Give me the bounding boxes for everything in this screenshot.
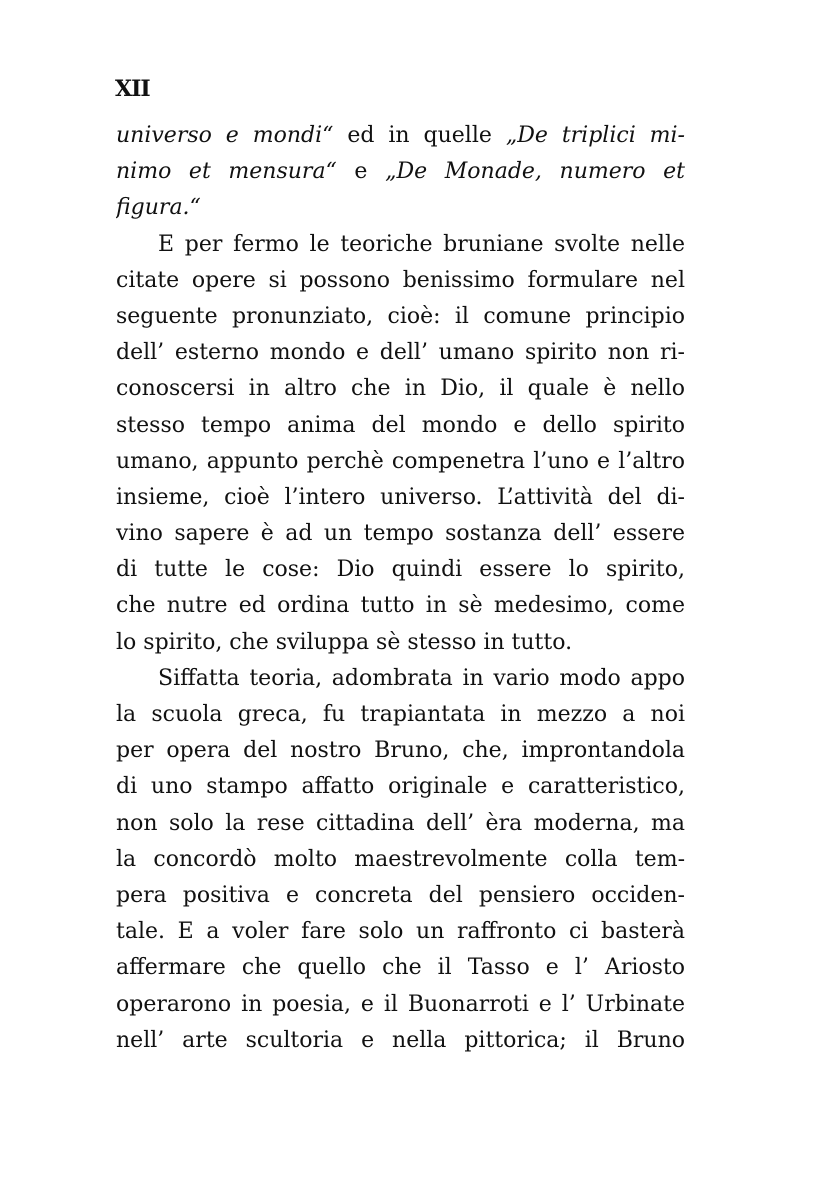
text-line: per opera del nostro Bruno, che, improntandola <box>116 738 685 764</box>
text-line-part: e <box>336 159 386 185</box>
text-line: conoscersi in altro che in Dio, il quale è nello <box>116 376 685 402</box>
text-line-part: „De triplici mi- <box>505 123 685 148</box>
text-line: di uno stampo affatto originale e caratteristico, <box>116 774 685 800</box>
text-line: vino sapere è ad un tempo sostanza dell’ essere <box>116 521 685 547</box>
text-line-part: nimo et mensura“ <box>116 159 337 185</box>
text-line: la concordò molto maestrevolmente colla tem- <box>116 846 685 872</box>
text-line-part: figura.“ <box>116 195 201 221</box>
text-line: lo spirito, che sviluppa sè stesso in tutto. <box>116 629 573 655</box>
text-line: non solo la rese cittadina dell’ èra moderna, ma <box>116 810 685 836</box>
text-line-part: universo e mondi“ <box>116 123 334 148</box>
text-line: tale. E a voler fare solo un raffronto ci basterà <box>116 919 685 945</box>
text-line <box>116 118 685 154</box>
text-line <box>116 154 685 190</box>
text-line: nell’ arte scultoria e nella pittorica; il Bruno <box>116 1027 685 1053</box>
text-line: che nutre ed ordina tutto in sè medesimo, come <box>116 593 685 619</box>
text-line: insieme, cioè l’intero universo. L’attività del di- <box>116 484 685 510</box>
text-line: citate opere si possono benissimo formulare nel <box>116 267 685 293</box>
text-line: pera positiva e concreta del pensiero occiden- <box>116 882 685 908</box>
text-line: operarono in poesia, e il Buonarroti e l’ Urbinate <box>116 991 685 1017</box>
page-number: XII <box>115 76 150 102</box>
paragraph-start-line: Siffatta teoria, adombrata in vario modo appo <box>158 665 685 691</box>
text-line <box>116 190 685 226</box>
text-line-part: „De Monade, numero et <box>385 159 685 185</box>
text-line: di tutte le cose: Dio quindi essere lo spirito, <box>116 557 685 583</box>
text-line-part: ed in quelle <box>333 123 506 148</box>
text-line: la scuola greca, fu trapiantata in mezzo a noi <box>116 702 685 727</box>
text-line: seguente pronunziato, cioè: il comune principio <box>116 303 685 329</box>
text-line: affermare che quello che il Tasso e l’ Ariosto <box>116 955 685 981</box>
paragraph-start-line: E per fermo le teoriche bruniane svolte nelle <box>158 231 685 257</box>
text-line: umano, appunto perchè compenetra l’uno e l’altro <box>116 448 685 474</box>
body-text <box>116 118 685 1059</box>
text-line: dell’ esterno mondo e dell’ umano spirito non ri- <box>116 340 685 366</box>
text-line: stesso tempo anima del mondo e dello spirito <box>116 412 685 438</box>
